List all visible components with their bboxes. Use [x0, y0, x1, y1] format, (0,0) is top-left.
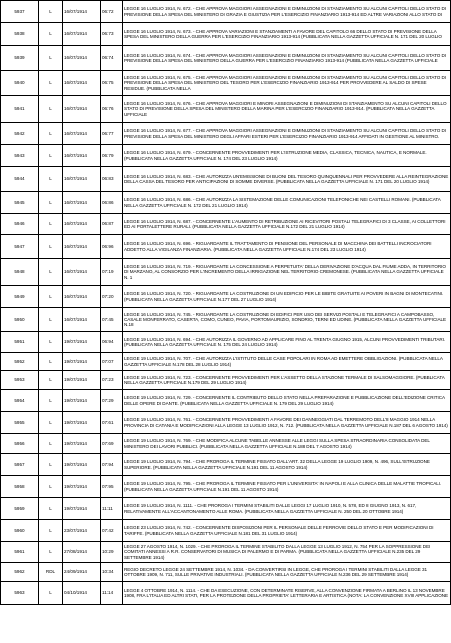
- record-page: 06:77: [101, 123, 123, 145]
- record-type: L: [39, 192, 63, 214]
- record-type: L: [39, 214, 63, 235]
- record-type: L: [39, 582, 63, 605]
- record-number: 5955: [1, 412, 39, 434]
- record-date: 16/07/1914: [63, 145, 101, 167]
- record-number: 5963: [1, 582, 39, 605]
- record-page: 06:87: [101, 214, 123, 235]
- record-date: 16/07/1914: [63, 192, 101, 214]
- record-type: L: [39, 332, 63, 353]
- record-type: L: [39, 308, 63, 332]
- record-page: 07:69: [101, 434, 123, 454]
- record-description: LEGGE 16 LUGLIO 1914, N. 696. - RIGUARDANTE IL TRATTAMENTO DI PENSIONE DEL PERSONALE DI MACCHINA DEI BATTELLI INCROCIATORI ADDETTO ALLA VIGILANZA FINANZIARIA. (PUBBLICATA NELLA GAZZETTA UFFICIALE N.174 DEL 23 LUGLIO 1914): [123, 235, 451, 259]
- record-description: LEGGE 19 LUGLIO 1914, N. 761. - CONCERNENTE PROVVEDIMENTI A FAVORE DEI DANNEGGIATI DAL TERREMOTO DELL'8 MAGGIO 1914 NELLA PROVINCIA DI CATANIA E MODIFICAZIONI ALLA LEGGE 13 LUGLIO 1912, N. 712. (PUBBLICATA NELLA GAZZETTA UFFICIALE N.187 DEL 6 AGOSTO 1914): [123, 412, 451, 434]
- record-number: 5938: [1, 23, 39, 46]
- table-row: [1, 167, 451, 192]
- record-type: L: [39, 454, 63, 476]
- record-number: 5937: [1, 1, 39, 23]
- table-row: [1, 96, 451, 123]
- record-date: 16/07/1914: [63, 123, 101, 145]
- record-page: 07:20: [101, 286, 123, 308]
- table-row: [1, 371, 451, 390]
- record-page: 07:94: [101, 454, 123, 476]
- record-date: 19/07/1914: [63, 332, 101, 353]
- record-page: 07:95: [101, 476, 123, 498]
- record-type: L: [39, 542, 63, 563]
- record-date: 16/07/1914: [63, 167, 101, 192]
- record-description: LEGGE 16 LUGLIO 1914, N. 687. - CONCERNENTE L'AUMENTO DI RETRIBUZIONE AI RICEVITORI POSTALI TELEGRAFICI DI 3 CLASSE, AI COLLETTORI ED AI PORTALETTERE RURALI. (PUBBLICATA NELLA GAZZETTA UFFICIALE N.172 DEL 21 LUGLIO 1914): [123, 214, 451, 235]
- record-description: LEGGE 19 LUGLIO 1914, N. 694. - CHE AUTORIZZA IL GOVERNO AD APPLICARE FINO AL TRENTA GIUGNO 1915, ALCUNI PROVVEDIMENTI TRIBUTARI. (PUBBLICATA NELLA GAZZETTA UFFICIALE N. 175 DEL 24 LUGLIO 1914): [123, 332, 451, 353]
- record-page: 06:72: [101, 1, 123, 23]
- table-row: [1, 235, 451, 259]
- record-number: 5954: [1, 390, 39, 412]
- record-number: 5942: [1, 123, 39, 145]
- table-row: [1, 412, 451, 434]
- record-page: 06:79: [101, 145, 123, 167]
- record-page: 07:07: [101, 353, 123, 371]
- record-type: L: [39, 23, 63, 46]
- record-page: 07:23: [101, 371, 123, 390]
- record-type: L: [39, 145, 63, 167]
- table-row: [1, 1, 451, 23]
- record-description: LEGGE 19 LUGLIO 1914, N. 794. - CHE PROROGA IL TERMINE FISSATO DALL'ART. 32 DELLA LEGGE 19 LUGLIO 1909, N. 496, SULL'ISTRUZIONE SUPERIORE. (PUBBLICATA NELLA GAZZETTA UFFICIALE N.191 DEL 11 AGOSTO 1914): [123, 454, 451, 476]
- record-date: 19/07/1914: [63, 353, 101, 371]
- record-date: 19/07/1914: [63, 371, 101, 390]
- record-type: L: [39, 96, 63, 123]
- record-date: 04/10/1914: [63, 582, 101, 605]
- record-page: 06:83: [101, 167, 123, 192]
- record-number: 5952: [1, 353, 39, 371]
- record-page: 07:29: [101, 390, 123, 412]
- record-type: L: [39, 498, 63, 520]
- record-number: 5958: [1, 476, 39, 498]
- record-type: L: [39, 259, 63, 286]
- record-number: 5939: [1, 46, 39, 71]
- table-row: [1, 286, 451, 308]
- record-type: L: [39, 167, 63, 192]
- record-type: L: [39, 123, 63, 145]
- record-page: 10:29: [101, 542, 123, 563]
- record-date: 16/07/1914: [63, 23, 101, 46]
- record-date: 16/07/1914: [63, 286, 101, 308]
- record-description: LEGGE 16 LUGLIO 1914, N. 677. - CHE APPROVA MAGGIORI ASSEGNAZIONI E DIMINUZIONI DI STANZIAMENTO SU ALCUNI CAPITOLI DELLO STATO DI PREVISIONE DELLA SPESA DEL MINISTERO DEGLI AFFARI ESTERI PER L'ESERCIZIO FINANZIARIO 1913-914 AFFIDATI IN GESTIONE AL MINISTRO.: [123, 123, 451, 145]
- record-description: LEGGE 19 LUGLIO 1914, N. 769. - CHE MODIFICA ALCUNE TABELLE ANNESSE ALLE LEGGI SULLA SPESA STRAORDINARIA CONSOLIDATA DEL MINISTERO DEI LAVORI PUBBLICI. (PUBBLICATA NELLA GAZZETTA UFFICIALE N.188 DEL 7 AGOSTO 1914): [123, 434, 451, 454]
- table-row: [1, 71, 451, 96]
- record-date: 16/07/1914: [63, 1, 101, 23]
- record-number: 5959: [1, 498, 39, 520]
- table-row: [1, 434, 451, 454]
- record-date: 19/07/1914: [63, 476, 101, 498]
- record-page: 06:74: [101, 46, 123, 71]
- record-number: 5960: [1, 520, 39, 542]
- table-row: [1, 259, 451, 286]
- record-date: 16/07/1914: [63, 308, 101, 332]
- record-type: L: [39, 353, 63, 371]
- table-row: [1, 308, 451, 332]
- record-type: RDL: [39, 563, 63, 582]
- record-description: LEGGE 16 LUGLIO 1914, N. 679. - CONCERNENTE PROVVEDIMENTI PER L'ISTRUZIONE MEDIA, CLASSICA, TECNICA, NAUTICA, E NORMALE. (PUBBLICATA NELLA GAZZETTA UFFICIALE N. 174 DEL 23 LUGLIO 1914): [123, 145, 451, 167]
- record-type: L: [39, 1, 63, 23]
- record-date: 19/07/1914: [63, 498, 101, 520]
- record-number: 5961: [1, 542, 39, 563]
- record-date: 16/07/1914: [63, 214, 101, 235]
- record-description: LEGGE 4 OTTOBRE 1914, N. 1114. - CHE DA ESECUZIONE, CON DETERMINATE RISERVE, ALLA CONVENZIONE FIRMATA A BERLINO IL 13 NOVEMBRE 1908, FRA L'ITALIA ED ALTRI STATI, PER LA PROTEZIONE DELLA PROPRIETA' LETTERARIA E ARTISTICA (NOTA: LA CONVENZIONE XVIII APPLICAZIONE: [123, 582, 451, 605]
- record-description: LEGGE 16 LUGLIO 1914, N. 683. - CHE AUTORIZZA UN'EMISSIONE DI BUONI DEL TESORO QUINQUENNALI PER PROVVEDERE ALLA REINTEGRAZIONE DELLA CASSA DEL TESORO PER ANTICIPAZIONI DI SOMME DIVERSE. (PUBBLICATA NELLA GAZZETTA UFFICIALE N. 171 DEL 20 LUGLIO 1914): [123, 167, 451, 192]
- record-number: 5945: [1, 192, 39, 214]
- record-description: LEGGE 19 LUGLIO 1914, N. 1111. - CHE PROROGA I TERMINI STABILITI DALLE LEGGI 17 LUGLIO 1910, N. 578, ED 8 GIUGNO 1913, N. 617, RELATIVAMENTE ALL'ACCANTONAMENTO ALLE ROMA. (PUBBLICATA NELLA GAZZETTA UFFICIALE N. 250 DEL 20 OTTOBRE 1914): [123, 498, 451, 520]
- record-description: LEGGE 23 LUGLIO 1914, N. 742. - CONCERNENTE DISPOSIZIONI PER IL PERSONALE DELLE FERROVIE DELLO STATO E PER MODIFICAZIONI DI TARIFFE. (PUBBLICATA NELLA GAZZETTA UFFICIALE N.181 DEL 31 LUGLIO 1914): [123, 520, 451, 542]
- table-row: [1, 582, 451, 605]
- record-page: 06:94: [101, 332, 123, 353]
- record-number: 5962: [1, 563, 39, 582]
- record-page: 07:42: [101, 520, 123, 542]
- record-description: LEGGE 19 LUGLIO 1914, N. 723. - CONCERNENTE PROVVEDIMENTI PER L'ASSETTO DELLA STAZIONE TERMALE DI SALSOMAGGIORE. (PUBBLICATA NELLA GAZZETTA UFFICIALE N.179 DEL 29 LUGLIO 1914): [123, 371, 451, 390]
- record-page: 06:76: [101, 96, 123, 123]
- table-row: [1, 563, 451, 582]
- record-number: 5947: [1, 235, 39, 259]
- record-type: L: [39, 235, 63, 259]
- record-description: LEGGE 16 LUGLIO 1914, N. 673. - CHE APPROVA VARIAZIONI E STANZIAMENTI A FAVORE DEL CAPITOLO 66 DELLO STATO DI PREVISIONE DELLA SPESA DEL MINISTERO DELLA GUERRA PER L'ESERCIZIO FINANZIARIO 1913-914 (PUBBLICATA NELLA GAZZETTA UFFICIALE N. 171 DEL 20 LUGLIO: [123, 23, 451, 46]
- table-row: [1, 332, 451, 353]
- record-description: LEGGE 16 LUGLIO 1914, N. 745. - RIGUARDANTE LA COSTRUZIONE DI EDIFICI PER USO DEI SERVIZI POSTALI E TELEGRAFICI A CAMPOBASSO, CASALE MONFERRATO, CASERTA, COMO, CUNEO, PAVIA, PORTOMAURIZIO, SONDRIO, TERNI ED UDINE. (PUBBLICATA NELLA GAZZETTA UFFICIALE N.18: [123, 308, 451, 332]
- table-row: [1, 23, 451, 46]
- record-date: 19/07/1914: [63, 412, 101, 434]
- record-description: LEGGE 19 LUGLIO 1914, N. 795. - CHE PROROGA IL TERMINE FISSATO PER L'UNIVERSITA' IN NAPOLI E ALLA CLINICA DELLE MALATTIE TROPICALI. (PUBBLICATA NELLA GAZZETTA UFFICIALE N.191 DEL 11 AGOSTO 1914): [123, 476, 451, 498]
- table-row: [1, 353, 451, 371]
- table-row: [1, 454, 451, 476]
- record-date: 19/07/1914: [63, 434, 101, 454]
- record-number: 5940: [1, 71, 39, 96]
- record-description: LEGGE 16 LUGLIO 1914, N. 674. - CHE APPROVA MAGGIORI ASSEGNAZIONI E DIMINUZIONI DI STANZIAMENTO SU ALCUNI CAPITOLI DELLO STATO DI PREVISIONE DELLA SPESA DEL MINISTERO DELLA GUERRA PER L'ESERCIZIO FINANZIARIO 1913-914 (PUBBLICATA NELLA GAZZETTA UFFICIALE: [123, 46, 451, 71]
- record-type: L: [39, 520, 63, 542]
- record-type: L: [39, 46, 63, 71]
- record-page: 10:34: [101, 563, 123, 582]
- record-number: 5943: [1, 145, 39, 167]
- record-date: 16/07/1914: [63, 259, 101, 286]
- record-date: 27/08/1914: [63, 542, 101, 563]
- record-number: 5951: [1, 332, 39, 353]
- record-number: 5944: [1, 167, 39, 192]
- record-date: 19/07/1914: [63, 390, 101, 412]
- record-page: 07:61: [101, 412, 123, 434]
- table-row: [1, 192, 451, 214]
- record-number: 5941: [1, 96, 39, 123]
- record-type: L: [39, 390, 63, 412]
- record-description: LEGGE 19 LUGLIO 1914, N. 707. - CHE AUTORIZZA L'ISTITUTO DELLE CASE POPOLARI IN ROMA AD EMETTERE OBBLIGAZIONI. (PUBBLICATA NELLA GAZZETTA UFFICIALE N.178 DEL 28 LUGLIO 1914): [123, 353, 451, 371]
- record-page: 06:86: [101, 192, 123, 214]
- table-row: [1, 476, 451, 498]
- record-number: 5956: [1, 434, 39, 454]
- table-row: [1, 542, 451, 563]
- record-page: 06:96: [101, 235, 123, 259]
- record-description: LEGGE 27 AGOSTO 1914, N. 1029. - CHE PROROGA IL TERMINE STABILITO DALLA LEGGE 13 LUGLIO 1912, N. 754 PER LA SOPPRESSIONE DEI COMITATI ANNESSI A R.R. CONSERVATORI DI MUSICA DI PALERMO E DI PARMA. (PUBBLICATA NELLA GAZZETTA UFFICIALE N.235 DEL 29 SETTEMBRE 1914): [123, 542, 451, 563]
- record-date: 16/07/1914: [63, 235, 101, 259]
- record-number: 5953: [1, 371, 39, 390]
- record-page: 06:73: [101, 23, 123, 46]
- record-type: L: [39, 412, 63, 434]
- record-description: LEGGE 16 LUGLIO 1914, N. 675. - CHE APPROVA MAGGIORI ASSEGNAZIONI E DIMINUZIONI DI STANZIAMENTO SU ALCUNI CAPITOLI DELLO STATO DI PREVISIONE DELLA SPESA DEL MINISTERO DEL TESORO PER L'ESERCIZIO FINANZIARIO 1913-914 PER PROVVEDERE AL SALDO DI SPESE RESIDUE. (PUBBLICATA NELLA: [123, 71, 451, 96]
- record-date: 24/09/1914: [63, 563, 101, 582]
- record-description: LEGGE 16 LUGLIO 1914, N. 720. - RIGUARDANTE LA COSTRUZIONE DI UN EDIFICIO PER LE BIBITE GRATUITE AI POVERI IN BAGNI DI MONTECATINI. (PUBBLICATA NELLA GAZZETTA UFFICIALE N.177 DEL 27 LUGLIO 1914): [123, 286, 451, 308]
- record-page: 07:45: [101, 308, 123, 332]
- table-row: [1, 145, 451, 167]
- record-description: LEGGE 16 LUGLIO 1914, N. 672. - CHE APPROVA MAGGIORI ASSEGNAZIONI E DIMINUZIONI DI STANZIAMENTO SU ALCUNI CAPITOLI DELLO STATO DI PREVISIONE DELLA SPESA DEL MINISTERO DI GRAZIA E GIUSTIZIA PER L'ESERCIZIO FINANZIARIO 1913-914 ED ALTRE VARIAZIONI ALLO STATO DI: [123, 1, 451, 23]
- record-page: 06:75: [101, 71, 123, 96]
- record-description: REGIO DECRETO LEGGE 24 SETTEMBRE 1914, N. 1034. - DA CONVERTIRSI IN LEGGE, CHE PROROGA I TERMINI STABILITI DALLA LEGGE 31 OTTOBRE 1909, N. 711, SULLE PRIVATIVE INDUSTRIALI. (PUBBLICATA NELLA GAZZETTA UFFICIALE N.236 DEL 29 SETTEMBRE 1914): [123, 563, 451, 582]
- record-page: 07:19: [101, 259, 123, 286]
- record-type: L: [39, 371, 63, 390]
- record-number: 5949: [1, 286, 39, 308]
- table-row: [1, 214, 451, 235]
- table-row: [1, 390, 451, 412]
- record-page: 11:14: [101, 582, 123, 605]
- record-date: 19/07/1914: [63, 454, 101, 476]
- table-row: [1, 498, 451, 520]
- record-type: L: [39, 476, 63, 498]
- table-row: [1, 123, 451, 145]
- record-type: L: [39, 434, 63, 454]
- record-date: 16/07/1914: [63, 71, 101, 96]
- record-description: LEGGE 16 LUGLIO 1914, N. 719. - RIGUARDANTE LA CONCESSIONE A PERPETUITA' DELLA DERIVAZIONE D'ACQUA DAL FIUME ADDA, IN TERRITORIO DI MARZANO, AL CONSORZIO PER L'INCREMENTO DELLA IRRIGAZIONE NEL TERRITORIO CREMONESE. (PUBBLICATA NELLA GAZZETTA UFFICIALE N. 1: [123, 259, 451, 286]
- record-description: LEGGE 16 LUGLIO 1914, N. 676. - CHE APPROVA MAGGIORI E MINORI ASSEGNAZIONI E DIMINUZIONI DI STANZIAMENTO SU ALCUNI CAPITOLI DELLO STATO DI PREVISIONE DELLA SPESA DEL MINISTERO DELLA MARINA PER L'ESERCIZIO FINANZIARIO 1913-914. (PUBBLICATA NELLA GAZZETTA UFFICIALE: [123, 96, 451, 123]
- record-type: L: [39, 71, 63, 96]
- record-date: 23/07/1914: [63, 520, 101, 542]
- record-page: 11:11: [101, 498, 123, 520]
- record-type: L: [39, 286, 63, 308]
- record-description: LEGGE 19 LUGLIO 1914, N. 729. - CONCERNENTE IL CONTRIBUTO DELLO STATO NELLA PREPARAZIONE E PUBBLICAZIONE DELL'EDIZIONE CRITICA DELLE OPERE DI DANTE. (PUBBLICATA NELLA GAZZETTA UFFICIALE N. 179 DEL 29 LUGLIO 1914): [123, 390, 451, 412]
- record-number: 5950: [1, 308, 39, 332]
- record-description: LEGGE 16 LUGLIO 1914, N. 686. - CHE AUTORIZZA LA SISTEMAZIONE DELLE COMUNICAZIONI TELEFONICHE NEI CASTELLI ROMANI. (PUBBLICATA NELLA GAZZETTA UFFICIALE N. 172 DEL 21 LUGLIO 1914): [123, 192, 451, 214]
- record-date: 16/07/1914: [63, 46, 101, 71]
- record-date: 16/07/1914: [63, 96, 101, 123]
- record-number: 5957: [1, 454, 39, 476]
- table-row: [1, 46, 451, 71]
- record-number: 5946: [1, 214, 39, 235]
- record-number: 5948: [1, 259, 39, 286]
- table-row: [1, 520, 451, 542]
